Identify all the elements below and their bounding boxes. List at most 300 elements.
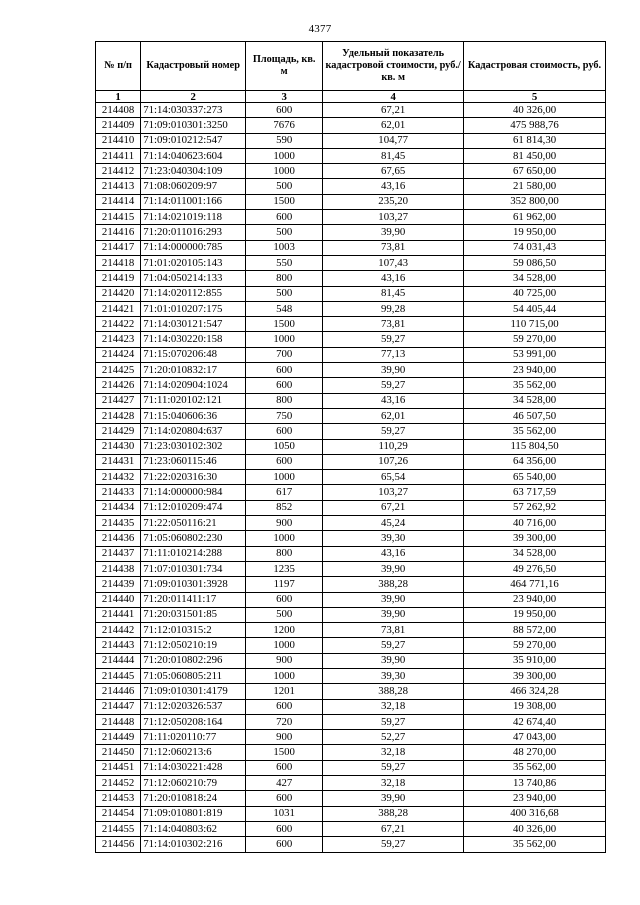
cell-unit-value: 39,90: [323, 607, 464, 622]
table-header: [96, 42, 606, 91]
cell-area: 500: [246, 225, 323, 240]
cell-cadastral-value: 19 950,00: [464, 607, 606, 622]
table-row: [96, 347, 606, 362]
table-row: [96, 500, 606, 515]
cell-cadastral-value: 49 276,50: [464, 561, 606, 576]
cell-cadastral-value: 110 715,00: [464, 317, 606, 332]
cell-row-number: 214418: [96, 255, 141, 270]
cell-area: 1000: [246, 668, 323, 683]
cell-area: 550: [246, 255, 323, 270]
cell-cadastral-number: 71:20:010818:24: [141, 791, 246, 806]
cell-area: 750: [246, 408, 323, 423]
cell-row-number: 214451: [96, 760, 141, 775]
cell-row-number: 214414: [96, 194, 141, 209]
cell-area: 548: [246, 301, 323, 316]
cell-cadastral-number: 71:15:070206:48: [141, 347, 246, 362]
cell-cadastral-number: 71:14:011001:166: [141, 194, 246, 209]
cell-cadastral-value: 352 800,00: [464, 194, 606, 209]
cell-area: 7676: [246, 118, 323, 133]
cell-unit-value: 59,27: [323, 837, 464, 852]
cell-unit-value: 81,45: [323, 286, 464, 301]
cell-area: 600: [246, 363, 323, 378]
cell-area: 1200: [246, 623, 323, 638]
cell-area: 600: [246, 699, 323, 714]
column-number-row: [96, 91, 606, 103]
cell-row-number: 214453: [96, 791, 141, 806]
cell-unit-value: 99,28: [323, 301, 464, 316]
cell-cadastral-value: 21 580,00: [464, 179, 606, 194]
cell-cadastral-number: 71:12:020326:537: [141, 699, 246, 714]
cell-unit-value: 59,27: [323, 638, 464, 653]
table-row: [96, 806, 606, 821]
table-row: [96, 730, 606, 745]
cell-area: 600: [246, 454, 323, 469]
table-row: [96, 577, 606, 592]
cell-unit-value: 32,18: [323, 776, 464, 791]
cell-cadastral-number: 71:14:030337:273: [141, 103, 246, 118]
cell-unit-value: 39,90: [323, 363, 464, 378]
cell-unit-value: 65,54: [323, 470, 464, 485]
cell-cadastral-value: 88 572,00: [464, 623, 606, 638]
header-cadastral-number: Кадастровый номер: [141, 42, 246, 91]
cell-cadastral-value: 48 270,00: [464, 745, 606, 760]
cell-unit-value: 59,27: [323, 332, 464, 347]
table-row: [96, 393, 606, 408]
column-number: 4: [323, 91, 464, 103]
cell-area: 1500: [246, 317, 323, 332]
cell-area: 900: [246, 653, 323, 668]
table-row: [96, 271, 606, 286]
cell-row-number: 214448: [96, 714, 141, 729]
page-number: 4377: [308, 23, 332, 35]
cell-cadastral-number: 71:11:020102:121: [141, 393, 246, 408]
cell-cadastral-number: 71:11:010214:288: [141, 546, 246, 561]
cell-row-number: 214433: [96, 485, 141, 500]
cell-area: 1031: [246, 806, 323, 821]
cell-row-number: 214447: [96, 699, 141, 714]
table-row: [96, 684, 606, 699]
table-row: [96, 561, 606, 576]
cell-unit-value: 67,21: [323, 500, 464, 515]
cadastral-value-table: [95, 41, 606, 853]
table-row: [96, 255, 606, 270]
table-row: [96, 133, 606, 148]
cell-row-number: 214446: [96, 684, 141, 699]
cell-row-number: 214408: [96, 103, 141, 118]
cell-unit-value: 107,43: [323, 255, 464, 270]
cell-area: 900: [246, 730, 323, 745]
column-number: 2: [141, 91, 246, 103]
cell-row-number: 214449: [96, 730, 141, 745]
table-row: [96, 179, 606, 194]
table-row: [96, 837, 606, 852]
cell-cadastral-value: 61 814,30: [464, 133, 606, 148]
cell-cadastral-value: 35 910,00: [464, 653, 606, 668]
cell-row-number: 214426: [96, 378, 141, 393]
cell-cadastral-value: 53 991,00: [464, 347, 606, 362]
cell-unit-value: 107,26: [323, 454, 464, 469]
cell-unit-value: 43,16: [323, 179, 464, 194]
cell-unit-value: 73,81: [323, 317, 464, 332]
table-row: [96, 745, 606, 760]
cell-cadastral-value: 42 674,40: [464, 714, 606, 729]
cell-cadastral-number: 71:12:060210:79: [141, 776, 246, 791]
cell-area: 1000: [246, 148, 323, 163]
cell-unit-value: 52,27: [323, 730, 464, 745]
table-row: [96, 653, 606, 668]
cell-cadastral-number: 71:20:031501:85: [141, 607, 246, 622]
cell-area: 500: [246, 179, 323, 194]
cell-cadastral-number: 71:14:030121:547: [141, 317, 246, 332]
header-cadastral-value: Кадастровая стоимость, руб.: [464, 42, 606, 91]
cell-area: 600: [246, 592, 323, 607]
cell-cadastral-value: 59 086,50: [464, 255, 606, 270]
table-row: [96, 485, 606, 500]
cell-cadastral-number: 71:22:020316:30: [141, 470, 246, 485]
cell-row-number: 214445: [96, 668, 141, 683]
cell-unit-value: 62,01: [323, 408, 464, 423]
cell-cadastral-number: 71:04:050214:133: [141, 271, 246, 286]
cell-cadastral-value: 67 650,00: [464, 164, 606, 179]
cell-row-number: 214429: [96, 424, 141, 439]
cell-cadastral-value: 74 031,43: [464, 240, 606, 255]
column-number: 3: [246, 91, 323, 103]
cell-cadastral-value: 464 771,16: [464, 577, 606, 592]
cell-cadastral-number: 71:14:030220:158: [141, 332, 246, 347]
cell-cadastral-value: 40 725,00: [464, 286, 606, 301]
cell-unit-value: 39,90: [323, 653, 464, 668]
column-number: 5: [464, 91, 606, 103]
cell-cadastral-value: 115 804,50: [464, 439, 606, 454]
column-number: 1: [96, 91, 141, 103]
cell-unit-value: 67,65: [323, 164, 464, 179]
cell-row-number: 214415: [96, 210, 141, 225]
cell-cadastral-value: 19 308,00: [464, 699, 606, 714]
cell-row-number: 214454: [96, 806, 141, 821]
cell-area: 600: [246, 837, 323, 852]
cell-cadastral-value: 400 316,68: [464, 806, 606, 821]
cell-row-number: 214419: [96, 271, 141, 286]
cell-cadastral-value: 13 740,86: [464, 776, 606, 791]
cell-area: 1500: [246, 194, 323, 209]
cell-cadastral-number: 71:08:060209:97: [141, 179, 246, 194]
cell-row-number: 214423: [96, 332, 141, 347]
cell-cadastral-number: 71:14:030221:428: [141, 760, 246, 775]
cell-area: 800: [246, 546, 323, 561]
table-row: [96, 516, 606, 531]
cell-cadastral-number: 71:15:040606:36: [141, 408, 246, 423]
cell-cadastral-number: 71:01:020105:143: [141, 255, 246, 270]
table-row: [96, 332, 606, 347]
cell-cadastral-number: 71:12:050208:164: [141, 714, 246, 729]
cell-cadastral-value: 39 300,00: [464, 668, 606, 683]
table-row: [96, 301, 606, 316]
cell-unit-value: 104,77: [323, 133, 464, 148]
cell-cadastral-value: 35 562,00: [464, 424, 606, 439]
table-row: [96, 194, 606, 209]
cell-area: 500: [246, 286, 323, 301]
cell-row-number: 214441: [96, 607, 141, 622]
cell-cadastral-value: 19 950,00: [464, 225, 606, 240]
cell-area: 800: [246, 393, 323, 408]
cell-cadastral-value: 39 300,00: [464, 531, 606, 546]
cell-cadastral-value: 35 562,00: [464, 378, 606, 393]
table-row: [96, 699, 606, 714]
cell-cadastral-number: 71:12:010209:474: [141, 500, 246, 515]
cell-cadastral-value: 475 988,76: [464, 118, 606, 133]
cell-cadastral-number: 71:20:010802:296: [141, 653, 246, 668]
table-row: [96, 378, 606, 393]
cell-cadastral-value: 81 450,00: [464, 148, 606, 163]
cell-cadastral-number: 71:20:010832:17: [141, 363, 246, 378]
cell-unit-value: 73,81: [323, 623, 464, 638]
cell-cadastral-number: 71:09:010801:819: [141, 806, 246, 821]
cell-cadastral-number: 71:05:060805:211: [141, 668, 246, 683]
table-row: [96, 638, 606, 653]
cell-unit-value: 59,27: [323, 760, 464, 775]
cell-area: 1500: [246, 745, 323, 760]
cell-row-number: 214424: [96, 347, 141, 362]
cell-row-number: 214412: [96, 164, 141, 179]
cell-row-number: 214443: [96, 638, 141, 653]
cell-area: 600: [246, 821, 323, 836]
cell-row-number: 214436: [96, 531, 141, 546]
cell-row-number: 214437: [96, 546, 141, 561]
cell-row-number: 214428: [96, 408, 141, 423]
cell-row-number: 214425: [96, 363, 141, 378]
cell-cadastral-number: 71:14:020904:1024: [141, 378, 246, 393]
cell-cadastral-number: 71:14:040623:604: [141, 148, 246, 163]
cell-row-number: 214416: [96, 225, 141, 240]
cell-unit-value: 32,18: [323, 745, 464, 760]
table-row: [96, 776, 606, 791]
table-row: [96, 821, 606, 836]
cell-unit-value: 39,30: [323, 668, 464, 683]
cell-cadastral-value: 40 326,00: [464, 821, 606, 836]
cell-unit-value: 110,29: [323, 439, 464, 454]
cell-area: 1000: [246, 638, 323, 653]
cell-cadastral-value: 35 562,00: [464, 760, 606, 775]
cell-row-number: 214411: [96, 148, 141, 163]
cell-row-number: 214417: [96, 240, 141, 255]
table-row: [96, 668, 606, 683]
cell-row-number: 214452: [96, 776, 141, 791]
cell-area: 852: [246, 500, 323, 515]
cell-area: 427: [246, 776, 323, 791]
cell-unit-value: 103,27: [323, 485, 464, 500]
cell-area: 590: [246, 133, 323, 148]
cell-cadastral-number: 71:14:010302:216: [141, 837, 246, 852]
cell-cadastral-number: 71:07:010301:734: [141, 561, 246, 576]
cell-cadastral-value: 40 716,00: [464, 516, 606, 531]
cell-area: 600: [246, 791, 323, 806]
cell-unit-value: 39,90: [323, 791, 464, 806]
cell-area: 600: [246, 424, 323, 439]
cell-area: 617: [246, 485, 323, 500]
cell-row-number: 214421: [96, 301, 141, 316]
table-row: [96, 363, 606, 378]
cell-cadastral-number: 71:20:011016:293: [141, 225, 246, 240]
cell-cadastral-number: 71:14:021019:118: [141, 210, 246, 225]
cell-row-number: 214427: [96, 393, 141, 408]
cell-cadastral-number: 71:14:040803:62: [141, 821, 246, 836]
cell-cadastral-number: 71:01:010207:175: [141, 301, 246, 316]
cell-row-number: 214422: [96, 317, 141, 332]
cell-cadastral-value: 54 405,44: [464, 301, 606, 316]
cell-unit-value: 235,20: [323, 194, 464, 209]
cell-cadastral-number: 71:12:010315:2: [141, 623, 246, 638]
cell-cadastral-number: 71:12:060213:6: [141, 745, 246, 760]
cell-cadastral-number: 71:12:050210:19: [141, 638, 246, 653]
cell-row-number: 214435: [96, 516, 141, 531]
cell-cadastral-value: 59 270,00: [464, 332, 606, 347]
cell-area: 1000: [246, 470, 323, 485]
cell-row-number: 214434: [96, 500, 141, 515]
cell-unit-value: 103,27: [323, 210, 464, 225]
cell-cadastral-value: 466 324,28: [464, 684, 606, 699]
cell-cadastral-value: 46 507,50: [464, 408, 606, 423]
header-area: Площадь, кв. м: [246, 42, 323, 91]
cell-area: 600: [246, 210, 323, 225]
table-row: [96, 546, 606, 561]
cell-cadastral-number: 71:05:060802:230: [141, 531, 246, 546]
cell-unit-value: 39,90: [323, 225, 464, 240]
cell-unit-value: 59,27: [323, 714, 464, 729]
table-row: [96, 286, 606, 301]
cell-cadastral-value: 63 717,59: [464, 485, 606, 500]
header-row: [96, 42, 606, 91]
cell-area: 600: [246, 760, 323, 775]
cell-cadastral-value: 65 540,00: [464, 470, 606, 485]
table-row: [96, 760, 606, 775]
cell-cadastral-number: 71:09:010301:3928: [141, 577, 246, 592]
table-row: [96, 623, 606, 638]
cell-unit-value: 39,90: [323, 592, 464, 607]
cell-cadastral-value: 34 528,00: [464, 546, 606, 561]
table-row: [96, 118, 606, 133]
cell-unit-value: 77,13: [323, 347, 464, 362]
cell-cadastral-number: 71:22:050116:21: [141, 516, 246, 531]
cell-row-number: 214410: [96, 133, 141, 148]
cell-unit-value: 32,18: [323, 699, 464, 714]
cell-cadastral-value: 35 562,00: [464, 837, 606, 852]
cell-unit-value: 39,90: [323, 561, 464, 576]
cell-cadastral-number: 71:23:040304:109: [141, 164, 246, 179]
cell-area: 1235: [246, 561, 323, 576]
cell-row-number: 214442: [96, 623, 141, 638]
table-row: [96, 103, 606, 118]
table-row: [96, 531, 606, 546]
table-row: [96, 424, 606, 439]
cell-unit-value: 39,30: [323, 531, 464, 546]
cell-area: 1050: [246, 439, 323, 454]
cell-row-number: 214455: [96, 821, 141, 836]
cell-cadastral-value: 34 528,00: [464, 271, 606, 286]
cell-cadastral-number: 71:20:011411:17: [141, 592, 246, 607]
cell-unit-value: 43,16: [323, 546, 464, 561]
cell-cadastral-number: 71:23:060115:46: [141, 454, 246, 469]
cell-unit-value: 43,16: [323, 393, 464, 408]
cell-cadastral-value: 59 270,00: [464, 638, 606, 653]
cell-row-number: 214420: [96, 286, 141, 301]
table-row: [96, 592, 606, 607]
cell-cadastral-value: 23 940,00: [464, 363, 606, 378]
cell-area: 700: [246, 347, 323, 362]
cell-unit-value: 59,27: [323, 424, 464, 439]
cell-unit-value: 43,16: [323, 271, 464, 286]
cell-cadastral-value: 23 940,00: [464, 592, 606, 607]
cell-cadastral-number: 71:09:010301:4179: [141, 684, 246, 699]
cell-area: 1003: [246, 240, 323, 255]
cell-unit-value: 67,21: [323, 821, 464, 836]
cell-cadastral-number: 71:14:000000:785: [141, 240, 246, 255]
table-row: [96, 454, 606, 469]
cell-unit-value: 73,81: [323, 240, 464, 255]
cell-area: 900: [246, 516, 323, 531]
cell-cadastral-number: 71:14:000000:984: [141, 485, 246, 500]
cell-unit-value: 388,28: [323, 577, 464, 592]
cell-area: 500: [246, 607, 323, 622]
cell-area: 800: [246, 271, 323, 286]
table-row: [96, 791, 606, 806]
cell-cadastral-value: 40 326,00: [464, 103, 606, 118]
cell-row-number: 214440: [96, 592, 141, 607]
header-unit-value: Удельный показатель кадастровой стоимости, руб./кв. м: [323, 42, 464, 91]
cell-unit-value: 62,01: [323, 118, 464, 133]
cell-unit-value: 45,24: [323, 516, 464, 531]
cell-cadastral-number: 71:23:030102:302: [141, 439, 246, 454]
cell-area: 1201: [246, 684, 323, 699]
cell-cadastral-number: 71:11:020110:77: [141, 730, 246, 745]
cell-unit-value: 67,21: [323, 103, 464, 118]
cell-cadastral-value: 34 528,00: [464, 393, 606, 408]
cell-cadastral-value: 23 940,00: [464, 791, 606, 806]
cell-row-number: 214432: [96, 470, 141, 485]
cell-area: 1000: [246, 332, 323, 347]
cell-cadastral-value: 47 043,00: [464, 730, 606, 745]
cell-area: 600: [246, 378, 323, 393]
table-row: [96, 607, 606, 622]
table-row: [96, 470, 606, 485]
cell-area: 1000: [246, 531, 323, 546]
cell-cadastral-number: 71:09:010301:3250: [141, 118, 246, 133]
cell-area: 600: [246, 103, 323, 118]
cell-row-number: 214430: [96, 439, 141, 454]
cell-cadastral-value: 64 356,00: [464, 454, 606, 469]
cell-row-number: 214431: [96, 454, 141, 469]
cell-row-number: 214456: [96, 837, 141, 852]
table-row: [96, 148, 606, 163]
cell-cadastral-value: 61 962,00: [464, 210, 606, 225]
table-row: [96, 714, 606, 729]
cell-row-number: 214444: [96, 653, 141, 668]
cell-area: 1000: [246, 164, 323, 179]
cell-cadastral-number: 71:09:010212:547: [141, 133, 246, 148]
cell-unit-value: 81,45: [323, 148, 464, 163]
cell-row-number: 214450: [96, 745, 141, 760]
cell-area: 1197: [246, 577, 323, 592]
cell-row-number: 214413: [96, 179, 141, 194]
table-row: [96, 317, 606, 332]
cell-cadastral-value: 57 262,92: [464, 500, 606, 515]
table-row: [96, 439, 606, 454]
table-body: [96, 91, 606, 853]
cell-unit-value: 59,27: [323, 378, 464, 393]
table-row: [96, 164, 606, 179]
cell-unit-value: 388,28: [323, 806, 464, 821]
table-row: [96, 210, 606, 225]
table-row: [96, 408, 606, 423]
